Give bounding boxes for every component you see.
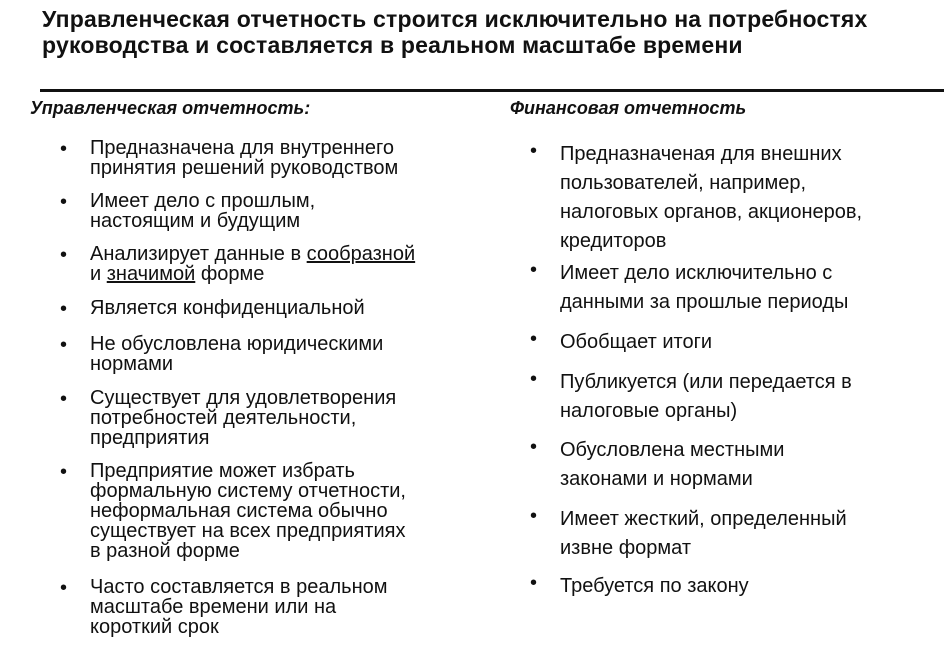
item-text: Имеет дело с прошлым, настоящим и будущим <box>90 190 316 232</box>
item-text: Требуется по закону <box>560 575 749 597</box>
item-text: Имеет жесткий, определенный извне формат <box>560 508 847 559</box>
bullet-icon: • <box>60 191 68 213</box>
bullet-icon: • <box>60 244 68 266</box>
bullet-icon: • <box>60 138 68 160</box>
item-text <box>90 244 510 284</box>
bullet-icon: • <box>530 505 538 527</box>
bullet-icon: • <box>60 388 68 410</box>
item-text: Предназначена для внутреннего принятия решений руководством <box>90 137 399 179</box>
bullet-icon: • <box>530 328 538 350</box>
bullet-icon: • <box>530 259 538 281</box>
bullet-icon: • <box>60 334 68 356</box>
left-heading: Управленческая отчетность: <box>30 98 311 118</box>
item-text: Предприятие может избрать формальную систему отчетности, неформальная система обычно существует на всех предприятиях в разной форме <box>90 460 406 562</box>
right-heading: Финансовая отчетность <box>510 98 747 118</box>
item-text: Существует для удовлетворения потребностей деятельности, предприятия <box>90 387 397 449</box>
bullet-icon: • <box>530 572 538 594</box>
bullet-icon: • <box>530 140 538 162</box>
bullet-icon: • <box>530 436 538 458</box>
bullet-icon: • <box>60 461 68 483</box>
item-text: Публикуется (или передается в налоговые органы) <box>560 371 852 422</box>
item-text: Является конфиденциальной <box>90 297 365 319</box>
text-part: Анализирует данные в <box>90 243 307 265</box>
item-text: Предназначеная для внешних пользователей, например, налоговых органов, акционеров, кредиторов <box>560 143 863 252</box>
bullet-icon: • <box>60 577 68 599</box>
title-divider <box>40 89 944 92</box>
text-part: и <box>90 263 102 285</box>
item-text: Обобщает итоги <box>560 331 713 353</box>
slide-title: Управленческая отчетность строится исключительно на потребностях руководства и составляется в реальном масштабе времени <box>42 6 868 58</box>
item-text: Обусловлена местными законами и нормами <box>560 439 785 490</box>
underlined-word: значимой <box>106 263 196 285</box>
bullet-icon: • <box>530 368 538 390</box>
item-text: Имеет дело исключительно с данными за прошлые периоды <box>560 262 849 313</box>
item-text: Не обусловлена юридическими нормами <box>90 333 384 375</box>
underlined-word: сообразной <box>306 243 416 265</box>
bullet-icon: • <box>60 298 68 320</box>
text-part: форме <box>195 263 265 285</box>
item-text: Часто составляется в реальном масштабе времени или на короткий срок <box>90 576 388 638</box>
